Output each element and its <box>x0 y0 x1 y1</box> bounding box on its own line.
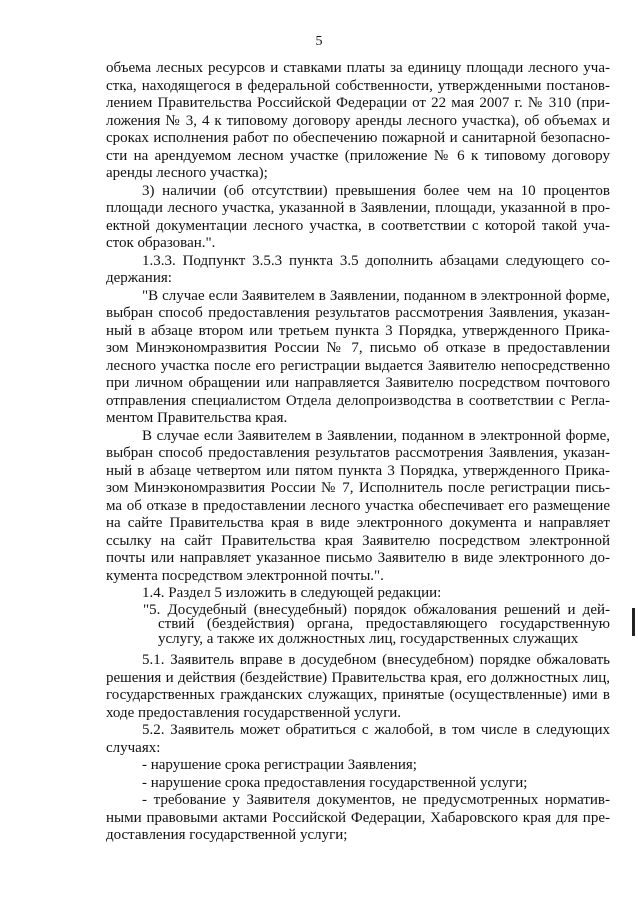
text-line: держания: <box>106 270 172 286</box>
text-line: кумента посредством электронной почты.". <box>106 567 384 584</box>
text-line: ментом Правительства края. <box>106 410 288 426</box>
scan-edge-mark <box>632 608 635 636</box>
text-line: ма об отказе в предоставлении лесного участка обеспечивает его размещение <box>106 497 610 514</box>
text-line: 5.2. Заявитель может обратиться с жалобой, в том числе в следующих <box>142 722 610 738</box>
text-line: при личном обращении или направляется Заявителю посредством почтового <box>106 375 610 391</box>
text-line: В случае если Заявителем в Заявлении, поданном в электронной форме, <box>142 427 610 444</box>
text-line: государственных гражданских служащих, принятые (осуществленные) ими в <box>106 687 610 703</box>
text-line: 1.3.3. Подпункт 3.5.3 пункта 3.5 дополнить абзацами следующего со- <box>142 252 610 269</box>
text-line: случаях: <box>106 739 161 756</box>
text-line: услугу, а также их должностных лиц, государственных служащих <box>158 630 579 647</box>
text-line: почты или направляет указанное письмо Заявителю в виде электронного до- <box>106 550 610 566</box>
text-line: ходе предоставления государственной услуги. <box>106 704 402 721</box>
text-line: 5.1. Заявитель вправе в досудебном (внесудебном) порядке обжаловать <box>142 652 610 668</box>
text-line: 3) наличии (об отсутствии) превышения более чем на 10 процентов <box>142 182 610 199</box>
text-line: отправления специалистом Отдела делопроизводства в соответствии с Регла- <box>106 392 610 409</box>
text-line: - нарушение срока регистрации Заявления; <box>142 757 417 773</box>
text-line: стка, находящегося в федеральной собственности, утвержденными постанов- <box>106 77 610 94</box>
text-line: ный в абзаце втором или третьем пункта 3 Порядка, утвержденного Прика- <box>106 322 610 339</box>
text-line: аренды лесного участка); <box>106 165 268 181</box>
text-line: выбран способ предоставления результатов рассмотрения Заявления, указан- <box>106 305 610 321</box>
text-line: - нарушение срока предоставления государственной услуги; <box>142 774 528 791</box>
text-line: на сайте Правительства края в виде электронного документа и направляет <box>106 515 610 531</box>
text-line: сток образован.". <box>106 235 216 251</box>
text-line: выбран способ предоставления результатов рассмотрения Заявления, указан- <box>106 445 610 461</box>
document-body <box>106 60 610 845</box>
text-line: "5. Досудебный (внесудебный) порядок обжалования решений и дей- <box>143 601 610 618</box>
text-line: лесного участка после его регистрации выдается Заявителю непосредственно <box>106 357 610 374</box>
text-line: зом Минэкономразвития России № 7, письмо об отказе в предоставлении <box>106 340 610 356</box>
text-line: площади лесного участка, указанной в Заявлении, площади, указанной в про- <box>106 200 610 216</box>
text-line: сроках исполнения работ по обеспечению пожарной и санитарной безопасно- <box>106 130 610 146</box>
text-line: ссылку на сайт Правительства края Заявителю посредством электронной <box>106 532 610 549</box>
text-line: ный в абзаце четвертом или пятом пункта 3 Порядка, утвержденного Прика- <box>106 462 610 479</box>
text-line: ектной документации лесного участка, в соответствии с которой такой уча- <box>106 217 610 234</box>
text-line: "В случае если Заявителем в Заявлении, поданном в электронной форме, <box>142 287 610 304</box>
text-line: доставления государственной услуги; <box>106 827 348 843</box>
text-line: решения и действия (бездействие) Правительства края, его должностных лиц, <box>106 669 610 686</box>
text-line: лением Правительства Российской Федерации от 22 мая 2007 г. № 310 (при- <box>106 95 610 111</box>
text-line: 1.4. Раздел 5 изложить в следующей редакции: <box>142 585 442 601</box>
text-line: ными правовыми актами Российской Федерации, Хабаровского края для пре- <box>106 809 610 826</box>
text-line: объема лесных ресурсов и ставками платы за единицу площади лесного уча- <box>106 60 610 76</box>
text-line: зом Минэкономразвития России № 7, Исполнитель после регистрации пись- <box>106 480 610 496</box>
text-line: ствий (бездействия) органа, предоставляющего государственную <box>158 616 610 632</box>
text-line: сти на арендуемом лесном участке (приложение № 6 к типовому договору <box>106 147 610 164</box>
page-number: 5 <box>315 34 323 49</box>
text-line: ложения № 3, 4 к типовому договору аренды лесного участка), об объемах и <box>106 112 610 129</box>
text-line: - требование у Заявителя документов, не предусмотренных норматив- <box>142 792 610 808</box>
